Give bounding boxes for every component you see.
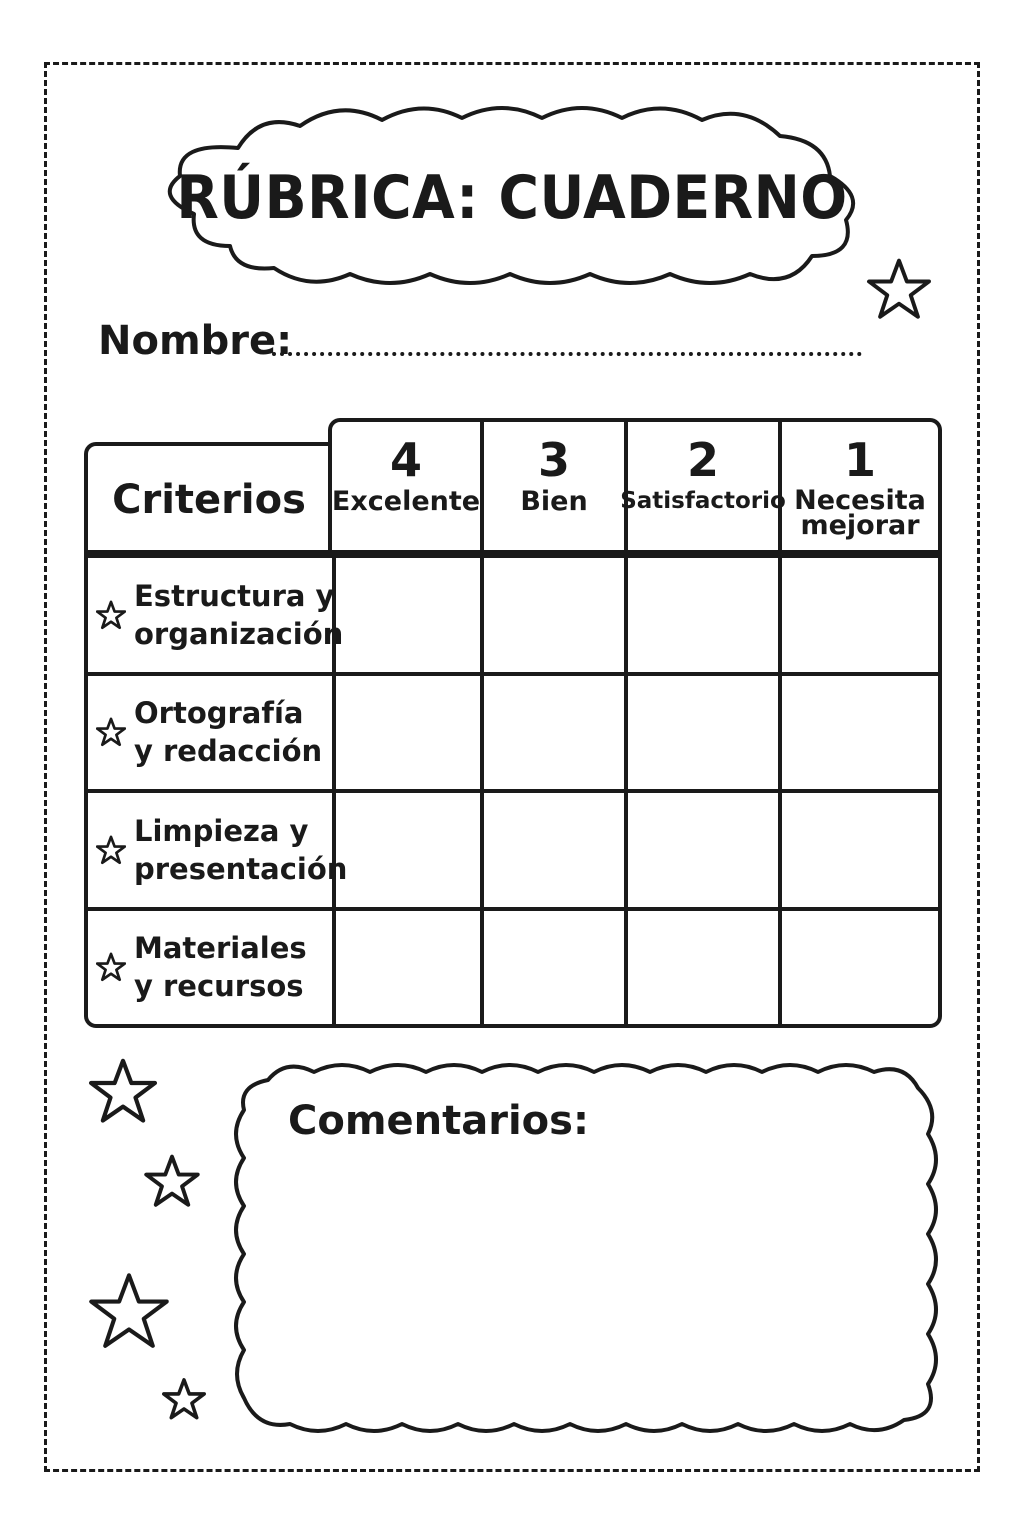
- score-cell[interactable]: [480, 911, 624, 1025]
- score-label: Excelente: [331, 486, 481, 517]
- score-label: Bien: [520, 486, 588, 517]
- score-cell[interactable]: [332, 911, 480, 1025]
- score-cell[interactable]: [332, 793, 480, 907]
- score-header-3: [480, 422, 624, 554]
- star-icon: [96, 835, 126, 865]
- score-header-4: [332, 422, 480, 554]
- score-label: Satisfactorio: [620, 488, 786, 514]
- table-row: [88, 554, 938, 672]
- score-number: 4: [389, 433, 422, 487]
- star-icon: [96, 717, 126, 747]
- score-cell[interactable]: [778, 676, 938, 790]
- star-icon: [162, 1378, 206, 1420]
- score-cell[interactable]: [332, 676, 480, 790]
- score-cell[interactable]: [480, 558, 624, 672]
- comments-label: Comentarios:: [288, 1098, 589, 1144]
- table-row: [88, 789, 938, 907]
- name-label: Nombre:: [98, 318, 293, 364]
- star-icon: [88, 1058, 158, 1124]
- rubric-body: [84, 550, 942, 1028]
- score-cell[interactable]: [624, 911, 778, 1025]
- score-cell[interactable]: [624, 793, 778, 907]
- star-icon: [96, 600, 126, 630]
- score-cell[interactable]: [480, 793, 624, 907]
- criteria-header: Criterios: [84, 442, 330, 554]
- criterion-label: Ortografía y redacción: [134, 696, 323, 769]
- score-label: Necesita mejorar: [794, 485, 926, 541]
- rubric-table: [84, 418, 942, 1028]
- score-header-1: [778, 422, 938, 554]
- criterion-label: Estructura y organización: [134, 578, 344, 651]
- score-cell[interactable]: [624, 676, 778, 790]
- criterion-cell: [88, 911, 332, 1025]
- score-cell[interactable]: [778, 911, 938, 1025]
- score-number: 2: [686, 433, 719, 487]
- score-cell[interactable]: [332, 558, 480, 672]
- criterion-cell: [88, 558, 344, 672]
- score-number: 1: [843, 433, 876, 487]
- criterion-cell: [88, 793, 348, 907]
- score-cell[interactable]: [778, 558, 938, 672]
- star-icon: [866, 258, 932, 320]
- criterion-label: Limpieza y presentación: [134, 813, 348, 886]
- star-icon: [88, 1272, 170, 1350]
- score-cell[interactable]: [480, 676, 624, 790]
- page-title: RÚBRICA: CUADERNO: [176, 163, 848, 233]
- criterion-label: Materiales y recursos: [134, 931, 307, 1004]
- score-header-row: [328, 418, 942, 554]
- score-header-2: [620, 422, 786, 554]
- score-number: 3: [537, 433, 570, 487]
- star-icon: [144, 1154, 200, 1208]
- name-input-line[interactable]: [272, 352, 862, 356]
- score-cell[interactable]: [624, 558, 778, 672]
- score-cell[interactable]: [778, 793, 938, 907]
- star-icon: [96, 952, 126, 982]
- table-row: [88, 907, 938, 1025]
- table-row: [88, 672, 938, 790]
- criterion-cell: [88, 676, 332, 790]
